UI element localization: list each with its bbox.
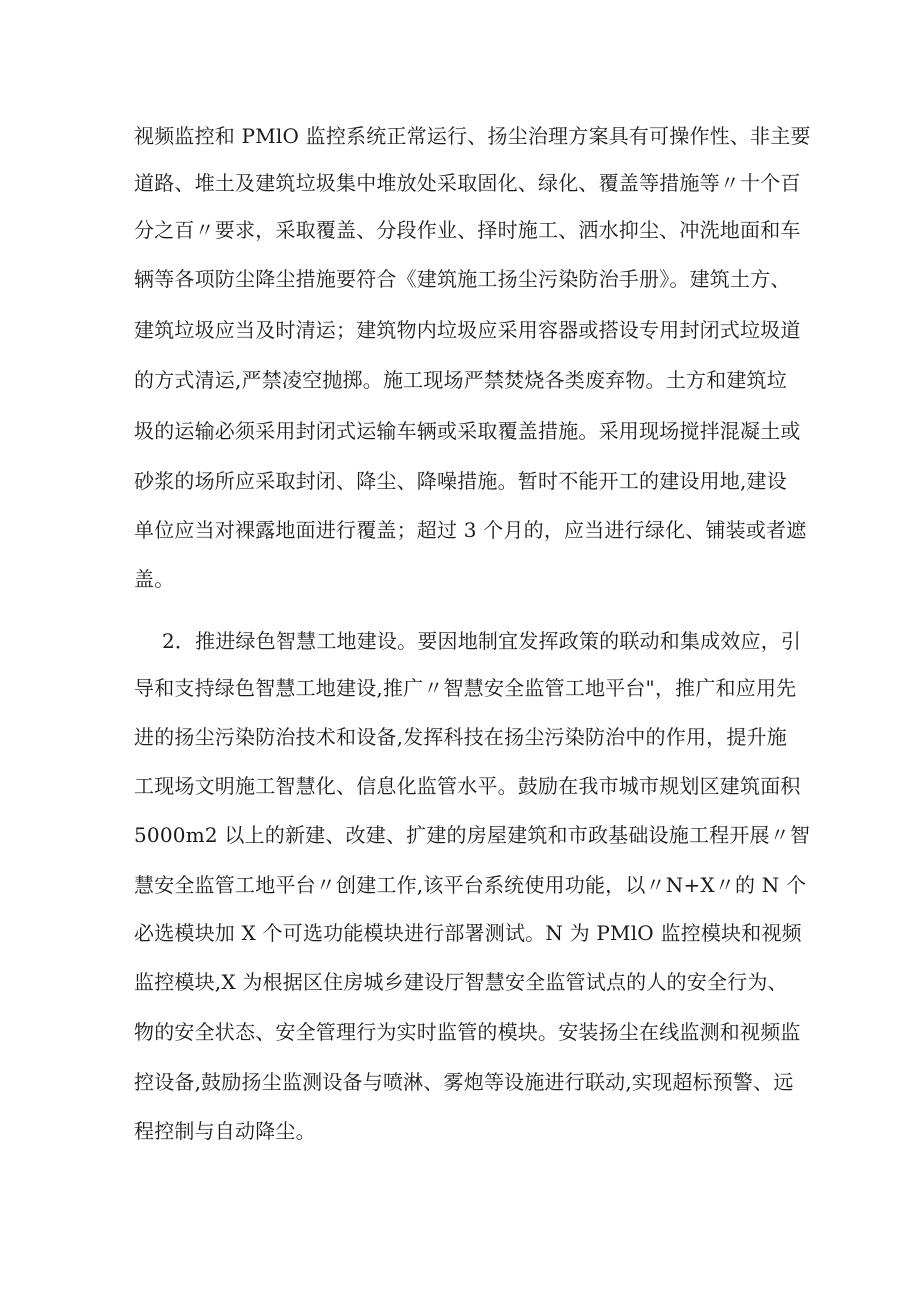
paragraph-1-line-7: 圾的运输必须采用封闭式运输车辆或采取覆盖措施。采用现场搅拌混凝土或 bbox=[134, 419, 801, 443]
paragraph-1-line-9: 单位应当对裸露地面进行覆盖；超过 3 个月的，应当进行绿化、铺装或者遮 bbox=[134, 518, 807, 542]
paragraph-1-line-4: 辆等各项防尘降尘措施要符合《建筑施工扬尘污染防治手册》。建筑土方、 bbox=[134, 267, 791, 291]
paragraph-1-line-1: 视频监控和 PMlO 监控系统正常运行、扬尘治理方案具有可操作性、非主要 bbox=[134, 124, 811, 148]
paragraph-2-line-7: 必选模块加 X 个可选功能模块进行部署测试。N 为 PMlO 监控模块和视频 bbox=[134, 921, 802, 945]
paragraph-1-line-3: 分之百〃要求，采取覆盖、分段作业、择时施工、洒水抑尘、冲洗地面和车 bbox=[134, 218, 801, 242]
paragraph-2-line-10: 控设备,鼓励扬尘监测设备与喷淋、雾炮等设施进行联动,实现超标预警、远 bbox=[134, 1070, 794, 1094]
paragraph-2-line-11: 程控制与自动降尘。 bbox=[134, 1119, 316, 1143]
paragraph-2-line-4: 工现场文明施工智慧化、信息化监管水平。鼓励在我市城市规划区建筑面积 bbox=[134, 774, 801, 798]
paragraph-2-line-3: 进的扬尘污染防治技术和设备,发挥科技在扬尘污染防治中的作用，提升施 bbox=[134, 725, 787, 749]
paragraph-1-line-6: 的方式清运,严禁凌空抛掷。施工现场严禁焚烧各类废弃物。土方和建筑垃 bbox=[134, 368, 787, 392]
paragraph-2-line-2: 导和支持绿色智慧工地建设,推广〃智慧安全监管工地平台"，推广和应用先 bbox=[134, 676, 797, 700]
paragraph-2-line-1: 2．推进绿色智慧工地建设。要因地制宜发挥政策的联动和集成效应，引 bbox=[162, 629, 802, 653]
paragraph-1-line-10: 盖。 bbox=[134, 567, 175, 591]
paragraph-1-line-8: 砂浆的场所应采取封闭、降尘、降噪措施。暂时不能开工的建设用地,建设 bbox=[134, 469, 787, 493]
paragraph-2-line-6: 慧安全监管工地平台〃创建工作,该平台系统使用功能，以〃N+X〃的 N 个 bbox=[134, 873, 807, 897]
paragraph-2-line-8: 监控模块,X 为根据区住房城乡建设厅智慧安全监管试点的人的安全行为、 bbox=[134, 970, 788, 994]
paragraph-1-line-2: 道路、堆土及建筑垃圾集中堆放处采取固化、绿化、覆盖等措施等〃十个百 bbox=[134, 171, 801, 195]
paragraph-1-line-5: 建筑垃圾应当及时清运；建筑物内垃圾应采用容器或搭设专用封闭式垃圾道 bbox=[134, 318, 801, 342]
paragraph-2-line-5: 5000m2 以上的新建、改建、扩建的房屋建筑和市政基础设施工程开展〃智 bbox=[134, 823, 811, 847]
paragraph-2-line-9: 物的安全状态、安全管理行为实时监管的模块。安装扬尘在线监测和视频监 bbox=[134, 1020, 801, 1044]
